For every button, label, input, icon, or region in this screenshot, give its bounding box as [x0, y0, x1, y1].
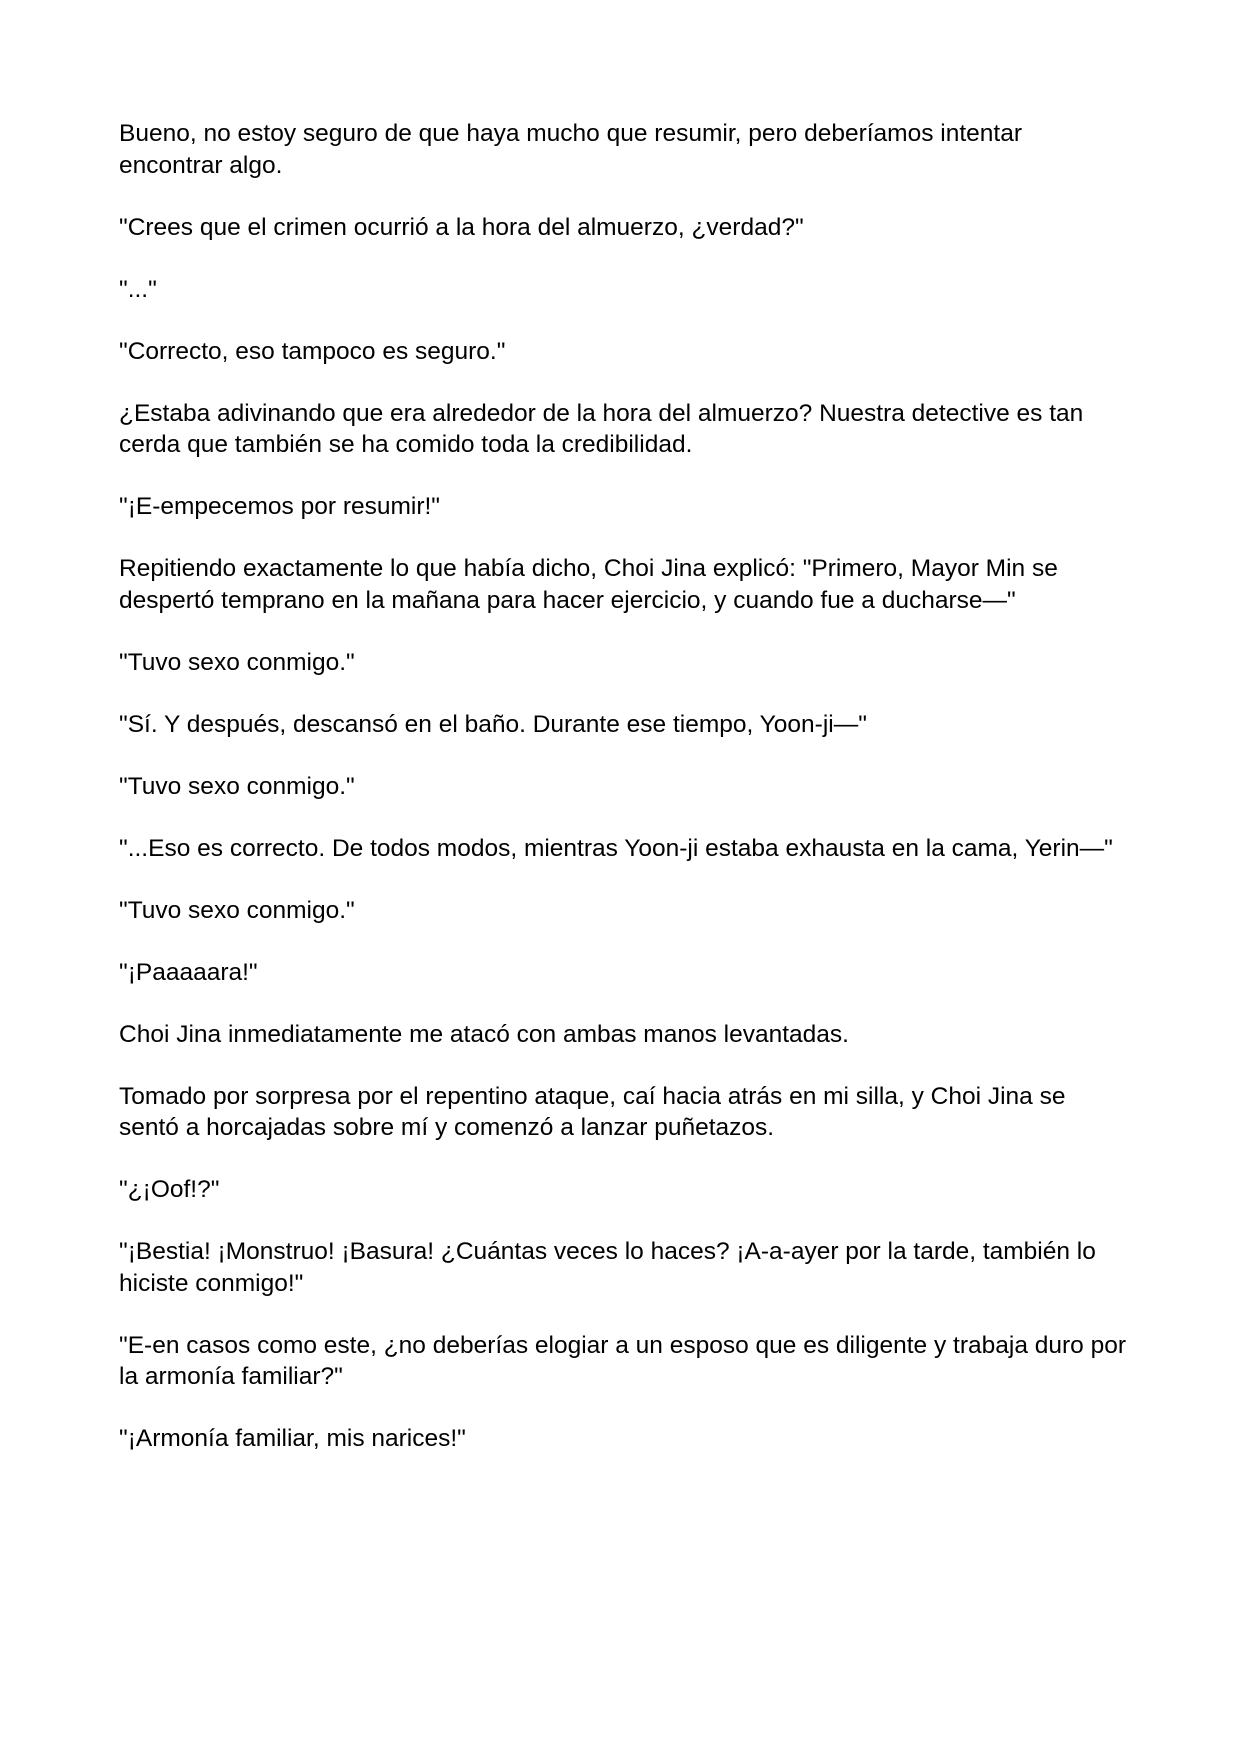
paragraph: "¿¡Oof!?": [119, 1176, 220, 1203]
paragraph: "...": [119, 275, 157, 303]
paragraph: "E-en casos como este, ¿no deberías elogiar a un esposo que es diligente y trabaja duro por la armonía familiar?": [119, 1331, 1127, 1390]
paragraph: Tomado por sorpresa por el repentino ataque, caí hacia atrás en mi silla, y Choi Jina se sentó a horcajadas sobre mí y comenzó a lanzar puñetazos.: [119, 1082, 1066, 1141]
paragraph: Bueno, no estoy seguro de que haya mucho que resumir, pero deberíamos intentar encontrar algo.: [119, 120, 1022, 179]
paragraph: "Tuvo sexo conmigo.": [119, 648, 355, 676]
paragraph: ¿Estaba adivinando que era alrededor de la hora del almuerzo? Nuestra detective es tan cerda que también se ha comido toda la credibilidad.: [119, 399, 1084, 458]
paragraph: "Sí. Y después, descansó en el baño. Durante ese tiempo, Yoon-ji—": [119, 710, 867, 738]
paragraph: "...Eso es correcto. De todos modos, mientras Yoon-ji estaba exhausta en la cama, Yerin—": [119, 834, 1113, 862]
paragraph: "Tuvo sexo conmigo.": [119, 772, 355, 800]
paragraph: "Tuvo sexo conmigo.": [119, 896, 355, 924]
paragraph: Choi Jina inmediatamente me atacó con ambas manos levantadas.: [119, 1020, 849, 1048]
paragraph: Repitiendo exactamente lo que había dicho, Choi Jina explicó: "Primero, Mayor Min se despertó temprano en la mañana para hacer ejercicio, y cuando fue a ducharse—": [119, 555, 1058, 614]
paragraph: "¡Paaaaara!": [119, 958, 258, 986]
paragraph: "Crees que el crimen ocurrió a la hora del almuerzo, ¿verdad?": [119, 213, 804, 241]
paragraph: "¡E-empecemos por resumir!": [119, 493, 441, 520]
paragraph: "Correcto, eso tampoco es seguro.": [119, 337, 506, 365]
paragraph: "¡Bestia! ¡Monstruo! ¡Basura! ¿Cuántas veces lo haces? ¡A-a-ayer por la tarde, también lo hiciste conmigo!": [119, 1238, 1096, 1297]
paragraph: "¡Armonía familiar, mis narices!": [119, 1425, 466, 1452]
document-body: [119, 118, 1129, 1485]
